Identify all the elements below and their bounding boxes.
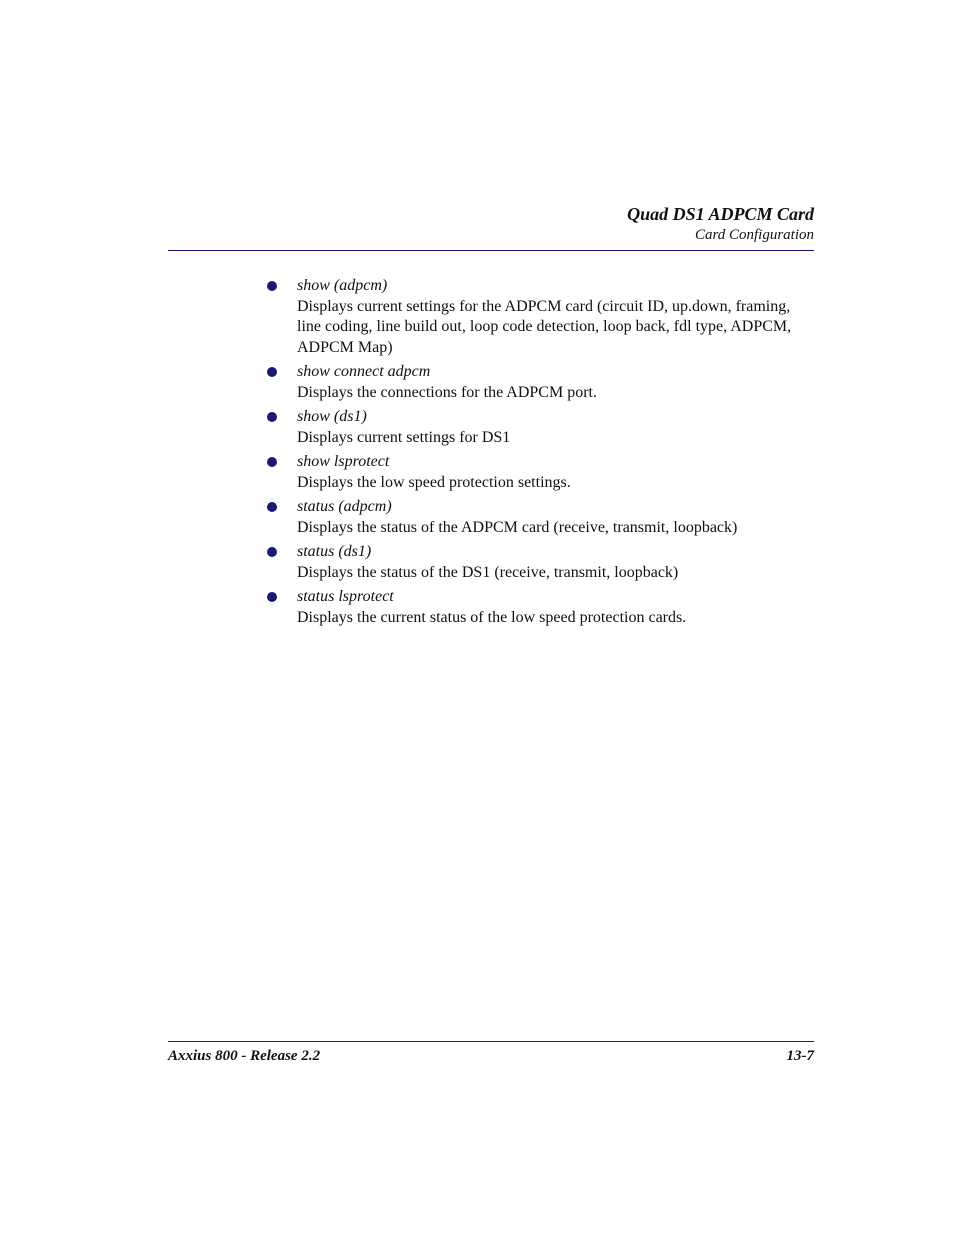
command-description: Displays current settings for DS1 bbox=[297, 428, 511, 446]
command-name: show (ds1) bbox=[297, 408, 367, 425]
command-name: status (ds1) bbox=[297, 543, 372, 560]
bullet-icon bbox=[267, 547, 277, 557]
chapter-title: Quad DS1 ADPCM Card bbox=[627, 204, 814, 224]
list-item bbox=[0, 452, 817, 493]
bullet-icon bbox=[267, 367, 277, 377]
running-header bbox=[168, 203, 814, 245]
command-name: show (adpcm) bbox=[297, 277, 388, 294]
command-description: Displays current settings for the ADPCM card (circuit ID, up.down, framing, line coding, line build out, loop code detection, loop back, fdl type, ADPCM, ADPCM Map) bbox=[297, 297, 792, 356]
command-description: Displays the low speed protection settings. bbox=[297, 473, 571, 491]
command-description: Displays the status of the DS1 (receive, transmit, loopback) bbox=[297, 563, 679, 581]
command-name: show lsprotect bbox=[297, 453, 390, 470]
list-item bbox=[0, 542, 817, 583]
list-item bbox=[0, 362, 817, 403]
bullet-icon bbox=[267, 412, 277, 422]
bullet-icon bbox=[267, 281, 277, 291]
header-rule bbox=[168, 250, 814, 251]
list-item bbox=[0, 587, 817, 628]
list-item bbox=[0, 497, 817, 538]
footer-rule bbox=[168, 1041, 814, 1042]
list-item bbox=[0, 407, 817, 448]
bullet-icon bbox=[267, 457, 277, 467]
list-item bbox=[0, 276, 817, 358]
command-name: status (adpcm) bbox=[297, 498, 392, 515]
command-description: Displays the connections for the ADPCM port. bbox=[297, 383, 597, 401]
command-description: Displays the current status of the low speed protection cards. bbox=[297, 608, 687, 626]
command-name: show connect adpcm bbox=[297, 363, 431, 380]
page-number: 13-7 bbox=[786, 1048, 814, 1064]
section-title: Card Configuration bbox=[694, 227, 814, 243]
bullet-icon bbox=[267, 502, 277, 512]
command-name: status lsprotect bbox=[297, 588, 394, 605]
command-list bbox=[0, 276, 954, 632]
product-release: Axxius 800 - Release 2.2 bbox=[168, 1048, 321, 1064]
command-description: Displays the status of the ADPCM card (receive, transmit, loopback) bbox=[297, 518, 738, 536]
bullet-icon bbox=[267, 592, 277, 602]
